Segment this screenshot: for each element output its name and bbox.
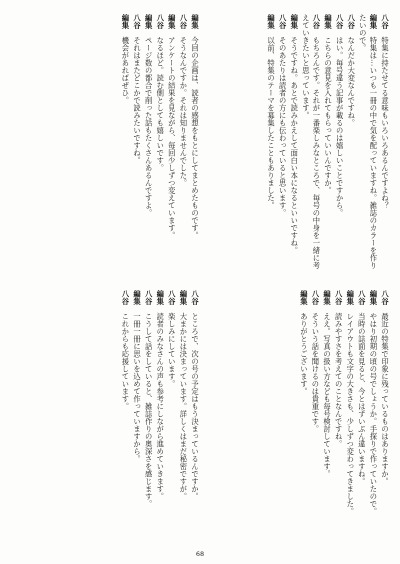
speaker-label: 八谷 <box>347 14 357 29</box>
speaker-label: 編集 <box>179 290 189 305</box>
dialogue-text: はい。毎号違う記事が載るのは嬉しいことですから。 <box>335 36 345 217</box>
dialogue-line <box>368 290 379 540</box>
page-number: 68 <box>195 550 205 558</box>
speaker-label: 編集 <box>121 14 131 29</box>
dialogue-text: 大まかには決まっています。詳しくはまだ秘密ですが。 <box>179 312 189 500</box>
speaker-label: 編集 <box>191 14 200 29</box>
dialogue-text: 楽しみにしています。 <box>167 312 177 388</box>
speaker-label: 編集 <box>267 14 277 29</box>
speaker-label: 八谷 <box>156 14 166 29</box>
speaker-label: 編集 <box>167 14 177 29</box>
speaker-label: 編集 <box>290 14 300 29</box>
dialogue-text: アンケートの結果を見ながら、毎回少しずつ変えています。 <box>167 36 177 239</box>
dialogue-text: 一冊一冊に思いを込めて作っていますから。 <box>133 312 143 463</box>
dialogue-text: そうですね。あとで読みかえして面白い本になるといいですね。 <box>290 36 300 254</box>
dialogue-text: 読みやすさを考えてのことなんですね。 <box>334 312 344 448</box>
dialogue-text: 以前、特集のテーマを募集したこともありました。 <box>267 36 277 209</box>
lower-left-text-block <box>10 290 200 540</box>
dialogue-line <box>155 14 166 272</box>
dialogue-text: 最近の特集で印象に残っているものはありますか。 <box>381 312 390 485</box>
dialogue-text: なんだか大変なんですね。 <box>347 36 357 127</box>
dialogue-line <box>298 290 309 540</box>
lower-right-text-block <box>206 290 390 540</box>
dialogue-line <box>300 14 321 272</box>
dialogue-text: そういう話を聞けるのは貴重です。 <box>311 312 321 433</box>
dialogue-text: レイアウトも文字の大きさも、少しずつ変わってきました。 <box>346 312 356 515</box>
speaker-label: 編集 <box>346 290 356 305</box>
dialogue-line <box>166 290 177 540</box>
dialogue-line <box>357 14 378 272</box>
speaker-label: 八谷 <box>311 290 321 305</box>
dialogue-text: ええ。写真の扱い方なども毎号検討しています。 <box>323 312 333 478</box>
dialogue-line <box>143 290 154 540</box>
speaker-label: 八谷 <box>278 14 288 29</box>
dialogue-line <box>310 290 321 540</box>
speaker-label: 編集 <box>369 14 379 29</box>
speaker-label: 八谷 <box>312 14 322 29</box>
dialogue-line <box>277 14 288 272</box>
dialogue-text: 機会があればぜひ。 <box>121 36 131 104</box>
speaker-label: 八谷 <box>179 14 189 29</box>
dialogue-line <box>155 290 166 540</box>
dialogue-text: これからも応援しています。 <box>121 312 131 410</box>
speaker-label: 八谷 <box>381 14 390 29</box>
speaker-label: 編集 <box>133 290 143 305</box>
dialogue-line <box>120 14 131 272</box>
dialogue-text: 特集に持たせてる意味もいろいろあるんですよね？ <box>381 36 390 209</box>
dialogue-line <box>379 14 390 272</box>
speaker-label: 八谷 <box>357 290 367 305</box>
speaker-label: 編集 <box>144 14 154 29</box>
dialogue-text: もちろんです。それが一番楽しみなところで、毎号の中身を一緒に考えていきたいと思っています。 <box>301 14 322 269</box>
dialogue-line <box>356 290 367 540</box>
dialogue-line <box>143 14 154 272</box>
dialogue-line <box>346 14 357 272</box>
dialogue-text: 特集は…いつも一冊の中で気を配っていますね。雑誌のカラーを作りたいので。 <box>358 14 379 269</box>
speaker-label: 編集 <box>323 290 333 305</box>
upper-left-text-block <box>10 14 200 272</box>
dialogue-text: 当時の誌面を見ると、今とはずいぶん違いますね。 <box>357 312 367 485</box>
speaker-label: 編集 <box>299 290 309 305</box>
speaker-label: 八谷 <box>144 290 154 305</box>
speaker-label: 八谷 <box>133 14 143 29</box>
speaker-label: 八谷 <box>381 290 390 305</box>
speaker-label: 八谷 <box>191 290 200 305</box>
speaker-label: 編集 <box>324 14 334 29</box>
dialogue-line <box>189 290 200 540</box>
dialogue-text: ページ数の都合で削った話もたくさんあるんですよ。 <box>144 36 154 217</box>
dialogue-line <box>334 14 345 272</box>
dialogue-line <box>120 290 131 540</box>
dialogue-text: なるほど。読む側としても嬉しいです。 <box>156 36 166 172</box>
dialogue-text: 今回の企画は、読者の感想をもとにしてまとめたものです。 <box>191 36 200 239</box>
speaker-label: 八谷 <box>167 290 177 305</box>
dialogue-text: そうなんですか。それは知りませんでした。 <box>179 36 189 187</box>
dialogue-line <box>379 290 390 540</box>
speaker-label: 編集 <box>369 290 379 305</box>
speaker-label: 八谷 <box>335 14 345 29</box>
dialogue-line <box>289 14 300 272</box>
dialogue-line <box>345 290 356 540</box>
dialogue-line <box>322 14 333 272</box>
dialogue-text: こうして話をしていると、雑誌作りの奥深さを感じます。 <box>144 312 154 508</box>
dialogue-text: ありがとうございます。 <box>299 312 309 395</box>
speaker-label: 八谷 <box>334 290 344 305</box>
dialogue-line <box>166 14 177 272</box>
dialogue-line <box>131 290 142 540</box>
dialogue-text: それはまたどこかで読みたいですね。 <box>133 36 143 164</box>
dialogue-text: そのあたりは読者の方にも伝わっていると思います。 <box>278 36 288 217</box>
dialogue-line <box>333 290 344 540</box>
dialogue-text: やはり初期の頃の号でしょうか。手探りで作っていたので。 <box>369 312 379 515</box>
upper-right-text-block <box>206 14 390 272</box>
dialogue-line <box>265 14 276 272</box>
dialogue-line <box>178 14 189 272</box>
dialogue-line <box>321 290 332 540</box>
dialogue-text: ところで、次の号の予定はもう決まっているんですか。 <box>191 312 200 500</box>
speaker-label: 編集 <box>156 290 166 305</box>
dialogue-line <box>189 14 200 272</box>
dialogue-text: こちらの意見を入れてもらっていいんですか。 <box>324 36 334 194</box>
dialogue-line <box>131 14 142 272</box>
dialogue-line <box>178 290 189 540</box>
speaker-label: 八谷 <box>121 290 131 305</box>
dialogue-text: 読者のみなさんの声も参考にしながら進めていきます。 <box>156 312 166 500</box>
